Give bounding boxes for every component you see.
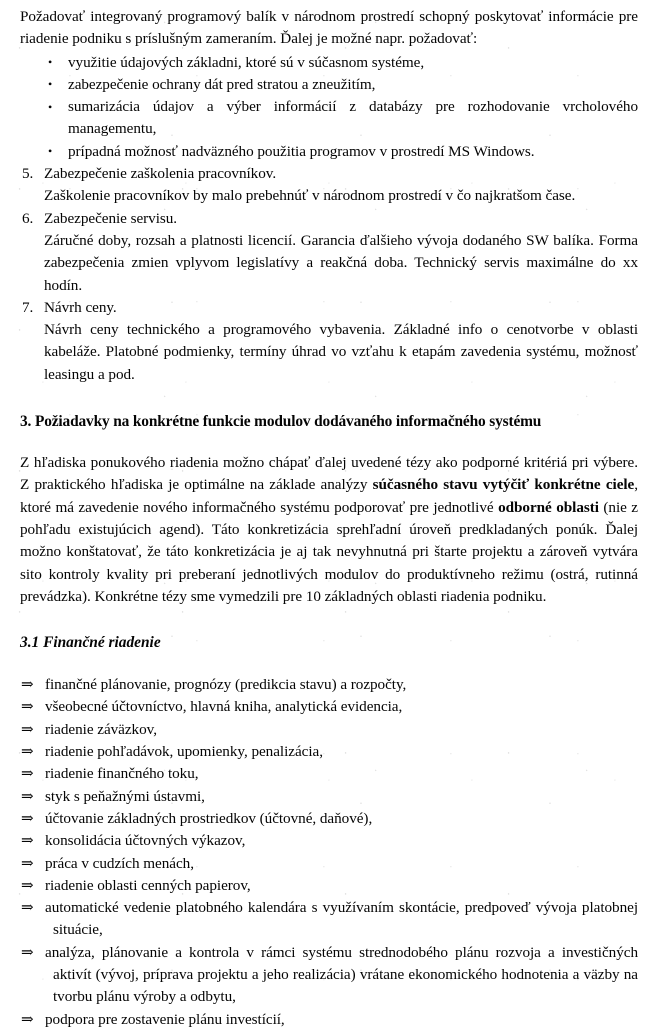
- arrow-item-text: konsolidácia účtovných výkazov,: [45, 832, 246, 850]
- item-body: Záručné doby, rozsah a platnosti licencií. Garancia ďalšieho vývoja dodaného SW balíka. Forma zabezpečenia zmien vplyvom legislatívy a reakčná doba. Technický servis maximálne do xx hodín.: [44, 231, 638, 294]
- list-item: [20, 1009, 638, 1031]
- paragraph-text-part-2: , ktoré má zavedenie nového informačného systému podporovať pre jednotlivé: [20, 476, 638, 516]
- arrow-item-text: styk s peňažnými ústavmi,: [45, 787, 205, 805]
- numbered-item-title-row: [20, 297, 638, 319]
- numbered-item-title-row: [20, 163, 638, 185]
- list-item: [20, 741, 638, 763]
- intro-bullet-list: [20, 52, 638, 163]
- arrow-item-text: práca v cudzích menách,: [45, 854, 194, 872]
- item-body: Návrh ceny technického a programového vybavenia. Základné info o cenotvorbe v oblasti kabeláže. Platobné podmienky, termíny úhrad vo vzťahu k etapám zavedenia systému, možnosť leasingu a pod.: [44, 321, 638, 383]
- intro-paragraph: Požadovať integrovaný programový balík v národnom prostredí schopný poskytovať informácie pre riadenie podniku s príslušným zameraním. Ďalej je možné napr. požadovať:: [20, 8, 638, 48]
- list-item: [20, 674, 638, 696]
- paragraph-text-part-1: Z hľadiska ponukového riadenia možno chápať ďalej uvedené tézy ako podporné kritériá pri výbere. Z praktického hľadiska je optimálne na základe analýzy: [20, 454, 638, 494]
- item-number: 5.: [22, 165, 34, 183]
- list-item: [20, 719, 638, 741]
- list-item: [20, 786, 638, 808]
- numbered-item-title-row: [20, 208, 638, 230]
- arrow-item-text: podpora pre zostavenie plánu investícií,: [45, 1010, 285, 1028]
- list-item: [20, 74, 638, 96]
- item-title: Zabezpečenie zaškolenia pracovníkov.: [44, 165, 277, 183]
- bullet-item-text: prípadná možnosť nadväzného použitia programov v prostredí MS Windows.: [68, 142, 535, 160]
- arrow-item-text: riadenie finančného toku,: [45, 765, 199, 783]
- bullet-item-text: zabezpečenie ochrany dát pred stratou a zneužitím,: [68, 75, 376, 93]
- arrow-item-text: ⇒ analýza, plánovanie a kontrola v rámci systému strednodobého plánu rozvoja a investičných aktivít (vývoj, príprava projektu a jeho realizácia) vrátane ekonomického hodnotenia a väzby na tvorbu plánu výroby a odbytu,: [45, 943, 638, 1006]
- item-body: Zaškolenie pracovníkov by malo prebehnúť v národnom prostredí v čo najkratšom čase.: [44, 187, 576, 205]
- arrow-item-text: riadenie pohľadávok, upomienky, penalizácia,: [45, 743, 323, 761]
- paragraph-text-part-3: (nie z pohľadu existujúcich agend). Táto konkretizácia sprehľadní úroveň predkladaných ponúk. Ďalej možno konštatovať, že táto konkretizácia je aj tak nevyhnutná pri štarte projektu a zároveň vytvára sito kontroly kvality pri preberaní jednotlivých modulov do produktívneho režimu (ostrá, rutinná prevádzka). Konkrétne tézy sme vymedzili pre 10 základných oblasti riadenia podniku.: [20, 498, 638, 605]
- item-number: 7.: [22, 298, 34, 316]
- arrow-item-text: účtovanie základných prostriedkov (účtovné, daňové),: [45, 809, 373, 827]
- bullet-item-text: využitie údajových základni, ktoré sú v súčasnom systéme,: [68, 53, 425, 71]
- list-item: [20, 830, 638, 852]
- list-item: [20, 942, 638, 1009]
- list-item: [20, 297, 638, 386]
- list-item: [20, 808, 638, 830]
- list-item: [20, 208, 638, 297]
- financial-management-arrow-list: [20, 674, 638, 1031]
- list-item: [20, 853, 638, 875]
- item-title: Návrh ceny.: [44, 298, 117, 316]
- list-item: [20, 163, 638, 208]
- arrow-item-text: riadenie záväzkov,: [45, 720, 157, 738]
- section-heading-3: 3. Požiadavky na konkrétne funkcie modulov dodávaného informačného systému: [20, 413, 542, 431]
- list-item: [20, 763, 638, 785]
- paragraph-emphasis-2: odborné oblasti: [498, 498, 599, 516]
- arrow-item-text: ⇒ automatické vedenie platobného kalendára s využívaním skontácie, predpoveď vývoja platobnej situácie,: [45, 899, 638, 939]
- arrow-item-text: všeobecné účtovníctvo, hlavná kniha, analytická evidencia,: [45, 698, 403, 716]
- item-title: Zabezpečenie servisu.: [44, 209, 178, 227]
- numbered-requirements-list: [20, 163, 638, 386]
- paragraph-emphasis-1: súčasného stavu vytýčiť konkrétne ciele: [372, 476, 635, 494]
- list-item: [20, 696, 638, 718]
- list-item: [20, 52, 638, 74]
- bullet-item-text: sumarizácia údajov a výber informácií z databázy pre rozhodovanie vrcholového managementu,: [68, 98, 638, 138]
- subsection-heading-3-1: 3.1 Finančné riadenie: [20, 634, 161, 652]
- list-item: [20, 141, 638, 163]
- list-item: [20, 897, 638, 942]
- arrow-item-text: riadenie oblasti cenných papierov,: [45, 876, 251, 894]
- list-item: [20, 875, 638, 897]
- item-number: 6.: [22, 209, 34, 227]
- list-item: [20, 96, 638, 141]
- arrow-item-text: finančné plánovanie, prognózy (predikcia stavu) a rozpočty,: [45, 676, 407, 694]
- section-3-paragraph: [20, 452, 638, 608]
